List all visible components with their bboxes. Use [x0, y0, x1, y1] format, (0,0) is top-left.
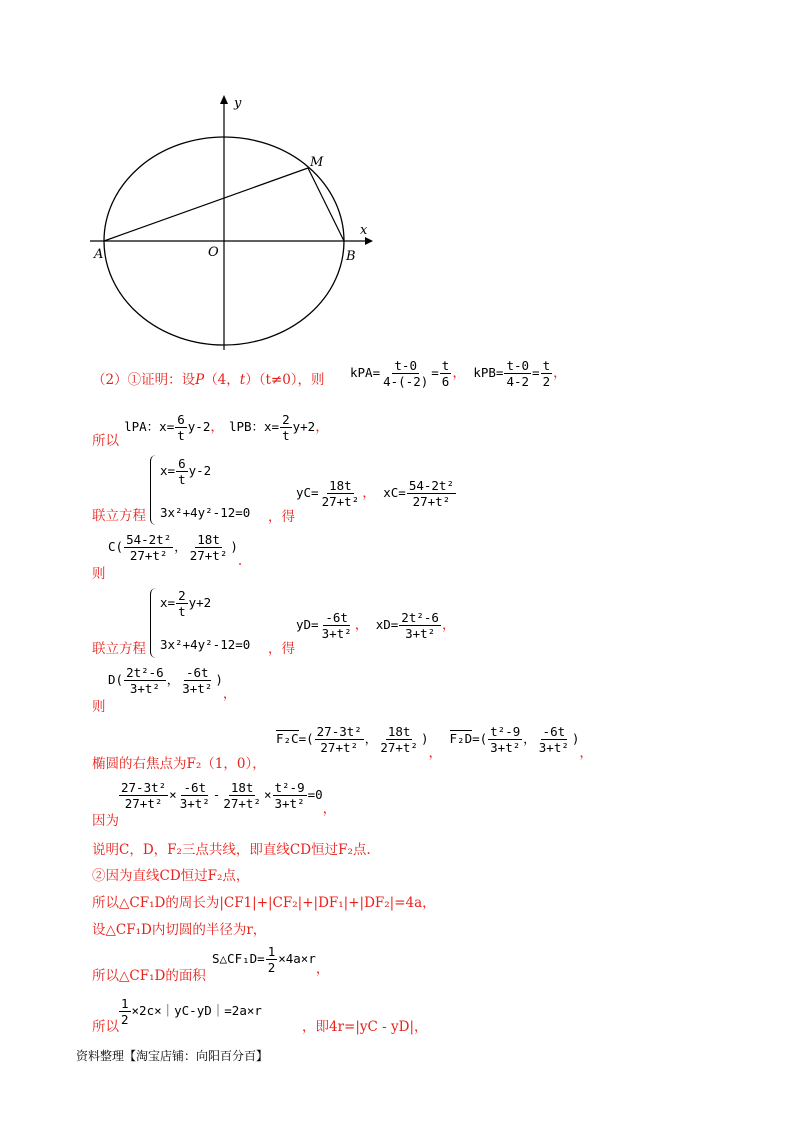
- kPB-num: t-0: [506, 358, 530, 373]
- sys1-tail: y-2: [188, 463, 212, 478]
- lPA-equation: [124, 412, 211, 443]
- F2C-y-num: 18t: [387, 724, 411, 739]
- area-tail: ×4a×r: [278, 951, 316, 966]
- lPB-fraction: [280, 412, 292, 443]
- label-y: y: [234, 96, 242, 111]
- label-A: A: [94, 247, 104, 262]
- last-formula: [118, 996, 262, 1027]
- kPB-den: 4-2: [506, 374, 530, 389]
- yC-fraction: [320, 478, 362, 509]
- F2C-x-fraction: [315, 724, 364, 755]
- comma: ，: [362, 485, 376, 501]
- kPA-res-den: 6: [441, 374, 450, 389]
- comma: ，: [579, 745, 593, 761]
- lPB-label: lPB：: [228, 419, 265, 434]
- F2D-eq: =(: [472, 731, 488, 746]
- area-formula: [212, 944, 329, 975]
- F2D-x-den: 3+t²: [490, 740, 521, 755]
- C-y-num: 18t: [197, 532, 220, 547]
- focus-text: 椭圆的右焦点为F₂（1，0），: [92, 756, 266, 772]
- D-x-num: 2t²-6: [126, 665, 164, 680]
- kPA-result: [440, 358, 452, 389]
- system2-brace: [150, 588, 157, 658]
- sys2-tail: y+2: [188, 595, 212, 610]
- yD-formula: [296, 610, 455, 641]
- C-sep: ，: [174, 539, 187, 554]
- footer-source: 资料整理【淘宝店铺：向阳百分百】: [76, 1049, 269, 1063]
- ze-2: 则: [92, 699, 106, 715]
- last-den: 2: [121, 1012, 129, 1027]
- F2D-vector: F₂D: [449, 731, 473, 746]
- kPA-num: t-0: [394, 358, 417, 373]
- system2-line2: 3x²+4y²-12=0: [160, 637, 251, 652]
- D-sep: ，: [166, 672, 180, 687]
- comma: ，: [210, 419, 224, 435]
- de-1: ，得: [268, 509, 295, 525]
- D-close: ): [215, 672, 223, 687]
- F2C-y-den: 27+t²: [380, 740, 418, 755]
- kPA-den: 4-(-2): [383, 374, 429, 389]
- label-O: O: [208, 245, 219, 260]
- line-kPA-kPB: [92, 368, 325, 388]
- comma: ，: [322, 801, 337, 817]
- label-x: x: [360, 223, 368, 238]
- lPB-equation: [228, 412, 316, 443]
- D-x-den: 3+t²: [129, 681, 160, 696]
- comma: ，: [428, 745, 442, 761]
- sys1-x: x=: [160, 463, 176, 478]
- system1-line1: [160, 456, 211, 487]
- area-den: 2: [267, 960, 276, 975]
- point-P: P: [195, 372, 205, 388]
- lPB-num: 2: [282, 412, 290, 427]
- xD-fraction: [399, 610, 441, 641]
- area-S: S△CF₁D=: [212, 951, 265, 966]
- kPA-label: kPA=: [350, 365, 381, 380]
- sys1-fraction: [176, 456, 188, 487]
- de-2: ，得: [268, 641, 295, 657]
- kPA-res-num: t: [441, 358, 450, 373]
- F2C-close: ): [420, 731, 429, 746]
- D-x-fraction: [124, 665, 166, 696]
- close-paren: ）: [245, 372, 259, 388]
- last-half: [119, 996, 131, 1027]
- suoyi: 所以: [92, 433, 119, 449]
- collinear-product: [118, 780, 337, 817]
- kPA-eq: =: [431, 365, 439, 380]
- prod-c: [221, 780, 263, 811]
- system2-line1: [160, 588, 211, 619]
- prod-b-num: -6t: [183, 780, 207, 795]
- eq-zero: =0: [307, 787, 323, 802]
- F2C-x-num: 27-3t²: [316, 724, 362, 739]
- C-x-fraction: [124, 532, 173, 563]
- F2C-x-den: 27+t²: [320, 740, 359, 755]
- prod-b-den: 3+t²: [179, 796, 210, 811]
- C-close: ): [230, 539, 238, 554]
- y-axis-arrow: [220, 95, 228, 104]
- lPA-label: lPA：: [124, 419, 160, 434]
- xC-num: 54-2t²: [408, 478, 454, 493]
- lPA-tail: y-2: [187, 419, 211, 434]
- yD-label: yD=: [296, 617, 319, 632]
- sys1-den: t: [178, 472, 186, 487]
- kPA-fraction: [381, 358, 430, 389]
- kPB-result: [541, 358, 553, 389]
- C-label: C(: [108, 539, 124, 554]
- prod-c-num: 18t: [230, 780, 254, 795]
- kPB-label: kPB=: [473, 365, 504, 380]
- lPA-fraction: [175, 412, 187, 443]
- ze-1: 则: [92, 566, 106, 582]
- sys2-fraction: [176, 588, 188, 619]
- xD-num: 2t²-6: [401, 610, 439, 625]
- prod-b: [178, 780, 212, 811]
- lPA-den: t: [177, 428, 185, 443]
- prod-a-den: 27+t²: [124, 796, 163, 811]
- vector-formulas: [276, 724, 593, 761]
- system1-line2: 3x²+4y²-12=0: [160, 505, 251, 520]
- yD-num: -6t: [325, 610, 348, 625]
- last-tail: ，即4r=|yC - yD|，: [302, 1019, 428, 1035]
- point-C: [108, 532, 243, 569]
- lPB-tail: y+2: [292, 419, 316, 434]
- sys2-x: x=: [160, 595, 176, 610]
- area-half: [266, 944, 278, 975]
- F2D-x-num: t²-9: [490, 724, 521, 739]
- D-y-den: 3+t²: [182, 681, 213, 696]
- prod-d-den: 3+t²: [274, 796, 305, 811]
- F2C-vector: F₂C: [276, 731, 299, 746]
- kPB-fraction: [504, 358, 531, 389]
- var-t: t: [239, 372, 246, 388]
- label-B: B: [346, 249, 356, 264]
- line-lines: [92, 412, 329, 449]
- comma: ，: [354, 617, 369, 633]
- D-y-fraction: [180, 665, 214, 696]
- F2D-y-fraction: [537, 724, 571, 755]
- part2-2-intro: ②因为直线CD恒过F₂点，: [92, 868, 250, 884]
- ellipse-figure: [80, 88, 380, 358]
- sys2-num: 2: [178, 588, 186, 603]
- D-label: D(: [108, 672, 124, 687]
- prod-a-num: 27-3t²: [121, 780, 167, 795]
- lPB-den: t: [282, 428, 290, 443]
- F2C-sep: ，: [364, 731, 378, 746]
- area-num: 1: [267, 944, 276, 959]
- yC-num: 18t: [329, 478, 352, 493]
- radius-line: 设△CF₁D内切圆的半径为r，: [92, 922, 267, 938]
- xC-fraction: [407, 478, 456, 509]
- lPB-x: x=: [264, 419, 280, 434]
- part2-coords: （4，: [204, 372, 240, 388]
- yinwei: 因为: [92, 813, 119, 829]
- xD-den: 3+t²: [405, 626, 436, 641]
- F2C-eq: =(: [298, 731, 314, 746]
- comma: ，: [441, 617, 456, 633]
- label-M: M: [310, 155, 324, 170]
- kPA-formula: [350, 358, 567, 389]
- prod-c-den: 27+t²: [223, 796, 261, 811]
- times: ×: [169, 787, 177, 802]
- F2D-close: ): [571, 731, 580, 746]
- kPB-res-num: t: [542, 358, 551, 373]
- comma: ，: [315, 419, 329, 435]
- F2D-y-num: -6t: [542, 724, 566, 739]
- comma: ，: [553, 365, 567, 381]
- t-condition: （t≠0），则: [258, 372, 325, 388]
- yD-fraction: [320, 610, 354, 641]
- kPB-eq: =: [532, 365, 540, 380]
- collinear-conclusion: 说明C，D，F₂三点共线，即直线CD恒过F₂点.: [92, 842, 371, 858]
- perimeter-line: 所以△CF₁D的周长为|CF1|+|CF₂|+|DF₁|+|DF₂|=4a，: [92, 895, 436, 911]
- sys1-num: 6: [178, 456, 186, 471]
- suoyi-last: 所以: [92, 1019, 119, 1035]
- lianli-1: 联立方程: [92, 508, 146, 524]
- comma: ，: [222, 686, 237, 702]
- part2-intro: （2）①证明：设: [92, 372, 196, 388]
- F2D-y-den: 3+t²: [538, 740, 569, 755]
- segment-AM: [104, 168, 308, 241]
- prod-a: [119, 780, 168, 811]
- comma: ，: [315, 961, 330, 977]
- kPB-res-den: 2: [542, 374, 551, 389]
- comma: ，: [452, 365, 466, 381]
- C-x-num: 54-2t²: [126, 532, 172, 547]
- yC-label: yC=: [296, 485, 319, 500]
- last-num: 1: [121, 996, 129, 1011]
- yC-formula: [296, 478, 457, 509]
- system1-brace: [150, 455, 157, 525]
- prod-d: [273, 780, 307, 811]
- times: ×: [263, 787, 272, 802]
- F2D-x-fraction: [488, 724, 522, 755]
- segment-MB: [308, 168, 344, 241]
- xC-label: xC=: [383, 485, 406, 500]
- F2C-y-fraction: [378, 724, 420, 755]
- x-axis-arrow: [365, 237, 373, 245]
- lPA-num: 6: [177, 412, 185, 427]
- yD-den: 3+t²: [321, 626, 352, 641]
- sys2-den: t: [178, 604, 186, 619]
- xD-label: xD=: [375, 617, 399, 632]
- D-y-num: -6t: [185, 665, 209, 680]
- lPA-x: x=: [159, 419, 175, 434]
- point-D: [108, 665, 237, 702]
- xC-den: 27+t²: [412, 494, 451, 509]
- yC-den: 27+t²: [321, 494, 360, 509]
- area-intro: 所以△CF₁D的面积: [92, 968, 206, 984]
- prod-d-num: t²-9: [274, 780, 305, 795]
- minus: -: [212, 787, 221, 802]
- C-x-den: 27+t²: [129, 548, 168, 563]
- period: .: [237, 553, 243, 569]
- lianli-2: 联立方程: [92, 641, 146, 657]
- F2D-sep: ，: [523, 731, 536, 746]
- last-mid: ×2c×｜yC-yD｜=2a×r: [131, 1003, 262, 1018]
- C-y-den: 27+t²: [189, 548, 228, 563]
- C-y-fraction: [188, 532, 230, 563]
